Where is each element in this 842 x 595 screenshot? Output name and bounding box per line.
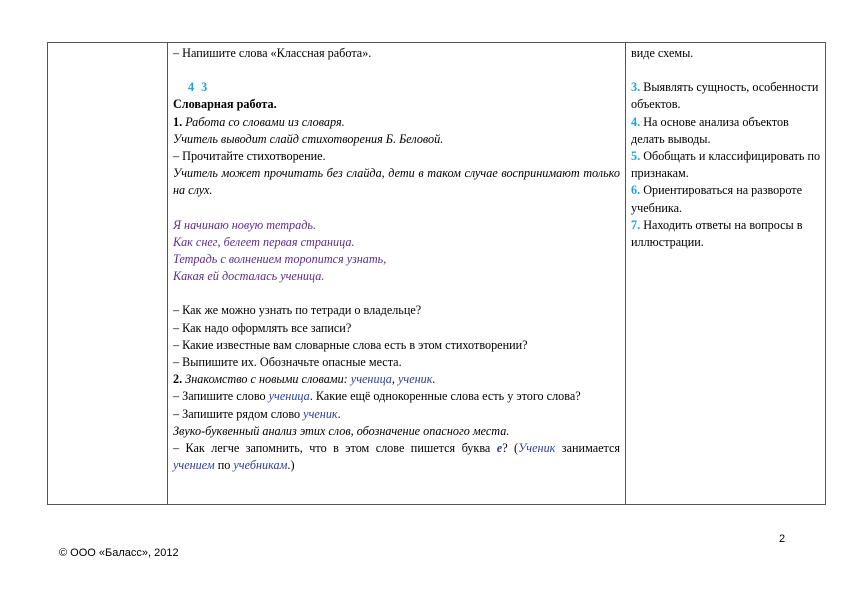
skill-text: Выявлять сущность, особенности объектов.: [631, 80, 819, 112]
step-number: 2.: [173, 372, 183, 387]
teacher-note: Учитель выводит слайд стихотворения Б. Беловой.: [173, 131, 444, 146]
poem-line: Тетрадь с волнением торопится узнать,: [173, 252, 387, 267]
step-title: Работа со словами из словаря.: [185, 114, 345, 129]
highlight-word: Ученик: [518, 441, 556, 456]
skill-number: 3.: [631, 80, 641, 95]
question-line: – Выпишите их. Обозначьте опасные места.: [173, 355, 402, 370]
poem-line: Как снег, белеет первая страница.: [173, 234, 355, 249]
skill-text: Обобщать и классифицировать по признакам.: [631, 149, 821, 181]
poem-line: Какая ей досталась ученица.: [173, 269, 325, 284]
table-divider-2: [625, 42, 626, 505]
skill-text: Находить ответы на вопросы в иллюстрации.: [631, 217, 803, 250]
step-number: 1.: [173, 114, 183, 129]
slide-numbers: 4 3: [188, 80, 208, 95]
skill-number: 5.: [631, 149, 641, 164]
teacher-note-2: Учитель может прочитать без слайда, дети в таком случае воспринимают только на слух.: [173, 166, 620, 198]
highlight-word: ученица: [268, 389, 310, 404]
skill-text: Ориентироваться на развороте учебника.: [631, 183, 803, 215]
table-divider-1: [167, 42, 168, 505]
section-heading: Словарная работа.: [173, 97, 277, 112]
highlight-word: ученик: [303, 406, 338, 421]
highlight-word: учением: [173, 458, 215, 473]
skill-item: [631, 79, 821, 113]
step-title: Знакомство с новыми словами:: [185, 372, 348, 387]
lesson-content-cell: [173, 45, 620, 474]
skill-item: [631, 148, 821, 182]
step-2-heading: 2. Знакомство с новыми словами: ученица, ученик.: [173, 372, 436, 387]
skill-number: 7.: [631, 217, 641, 232]
question-line: – Какие известные вам словарные слова есть в этом стихотворении?: [173, 337, 528, 352]
question-line: – Как же можно узнать по тетради о владельце?: [173, 303, 422, 318]
highlight-letter: е: [496, 441, 503, 456]
read-instruction: – Прочитайте стихотворение.: [173, 149, 326, 164]
question-line: – Как надо оформлять все записи?: [173, 320, 352, 335]
write-instruction: – Запишите слово ученица. Какие ещё однокоренные слова есть у этого слова?: [173, 389, 581, 404]
skill-number: 6.: [631, 183, 641, 198]
step-1-heading: [173, 114, 620, 131]
skill-text: На основе анализа объектов делать выводы.: [631, 114, 789, 146]
skill-number: 4.: [631, 114, 641, 129]
skill-item: [631, 182, 821, 216]
remember-question: – Как легче запомнить, что в этом слове пишется буква е? (Ученик занимается учением по учебникам.): [173, 441, 621, 473]
page-number: 2: [779, 533, 786, 545]
skill-item: [631, 217, 821, 251]
copyright: © ООО «Баласс», 2012: [59, 547, 179, 559]
instruction-line: – Напишите слова «Классная работа».: [173, 46, 372, 60]
skills-cell: [631, 45, 821, 251]
highlight-word: учебникам: [233, 458, 288, 473]
new-word: ученица: [350, 372, 392, 387]
skill-item: [631, 114, 821, 148]
write-instruction-2: – Запишите рядом слово ученик.: [173, 406, 341, 421]
new-word: ученик: [398, 372, 433, 387]
skill-continuation: виде схемы.: [631, 46, 694, 60]
poem-line: Я начинаю новую тетрадь.: [173, 217, 317, 232]
analysis-note: Звуко-буквенный анализ этих слов, обозначение опасного места.: [173, 423, 510, 438]
